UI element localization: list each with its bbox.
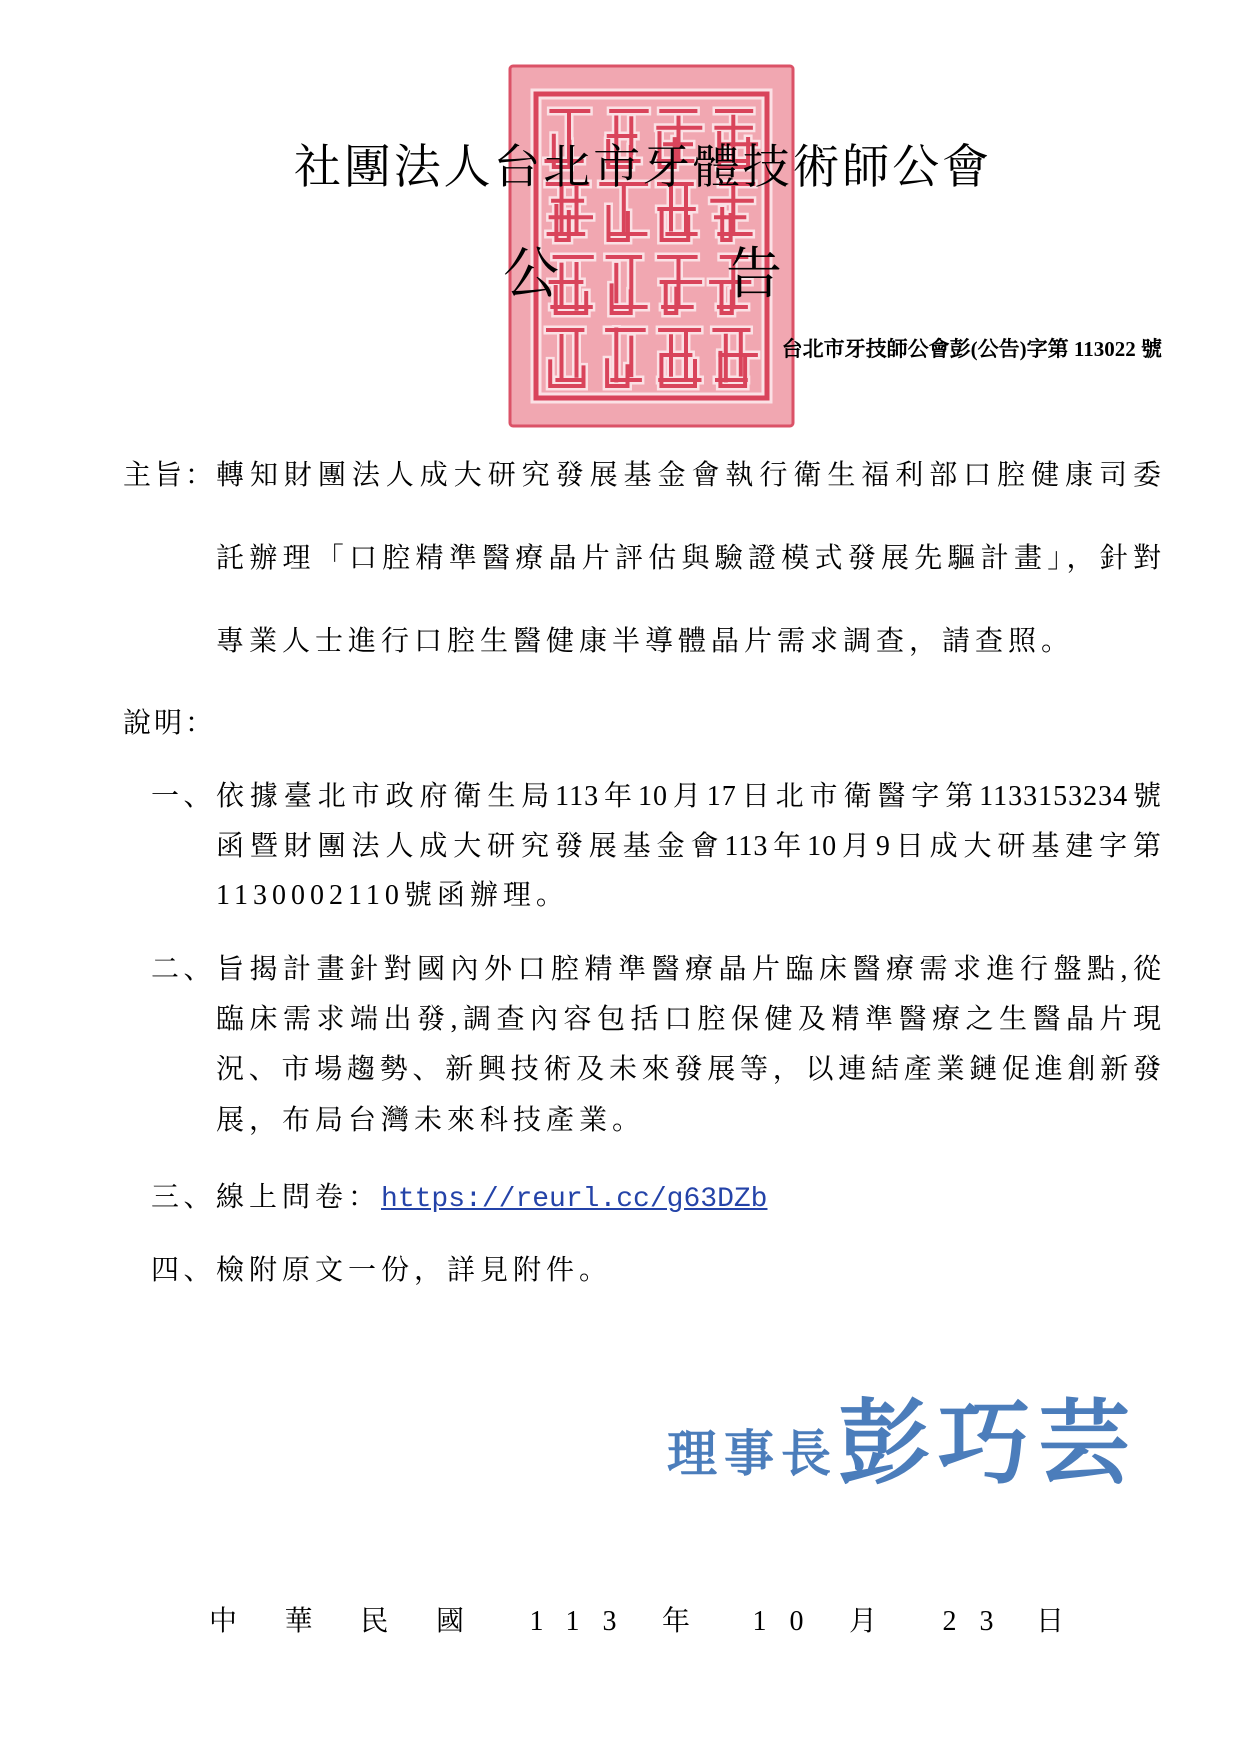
item-line: 檢附原文一份，詳見附件。: [216, 1255, 613, 1286]
item-line: 依據臺北市政府衛生局113年10月17日北市衛醫字第1133153234號: [216, 781, 1162, 812]
subject-line: 託辦理「口腔精準醫療晶片評估與驗證模式發展先驅計畫」，針對: [216, 543, 1162, 574]
organization-title: 社團法人台北市牙體技術師公會: [294, 142, 989, 194]
item-line: 函暨財團法人成大研究發展基金會113年10月9日成大研基建字第: [216, 831, 1162, 862]
item-marker: 三、: [151, 1182, 217, 1213]
date-month-unit: 月: [848, 1606, 878, 1637]
item-line: 展，布局台灣未來科技產業。: [216, 1105, 646, 1136]
date-era: 中華民國: [208, 1606, 512, 1637]
signature-name: 彭巧芸: [838, 1393, 1139, 1495]
subject-line: 轉知財團法人成大研究發展基金會執行衛生福利部口腔健康司委: [216, 460, 1162, 491]
date-month: 10: [752, 1606, 827, 1637]
survey-label: 線上問卷：: [216, 1182, 382, 1213]
item-marker: 四、: [151, 1255, 217, 1286]
survey-line: [216, 1178, 767, 1220]
subject-label: 主旨：: [123, 460, 217, 491]
notice-heading: 公告: [503, 244, 782, 306]
date-year: 113: [529, 1606, 640, 1637]
item-line: 1130002110號函辦理。: [216, 880, 569, 911]
item-line: 臨床需求端出發,調查內容包括口腔保健及精準醫療之生醫晶片現: [216, 1004, 1162, 1035]
survey-link[interactable]: https://reurl.cc/g63DZb: [381, 1184, 768, 1215]
date-year-unit: 年: [661, 1606, 691, 1637]
item-line: 況、市場趨勢、新興技術及未來發展等，以連結產業鏈促進創新發: [216, 1054, 1162, 1085]
date-day: 23: [942, 1606, 1017, 1637]
item-line: 旨揭計畫針對國內外口腔精準醫療晶片臨床醫療需求進行盤點,從: [216, 954, 1162, 985]
subject-line: 專業人士進行口腔生醫健康半導體晶片需求調查，請查照。: [216, 626, 1075, 657]
explanation-label: 說明：: [123, 708, 217, 739]
date-day-unit: 日: [1035, 1606, 1065, 1637]
signature-title: 理事長: [667, 1426, 838, 1482]
item-marker: 一、: [151, 781, 217, 812]
reference-number: 台北市牙技師公會彭(公告)字第 113022 號: [781, 337, 1162, 361]
item-marker: 二、: [151, 954, 217, 985]
